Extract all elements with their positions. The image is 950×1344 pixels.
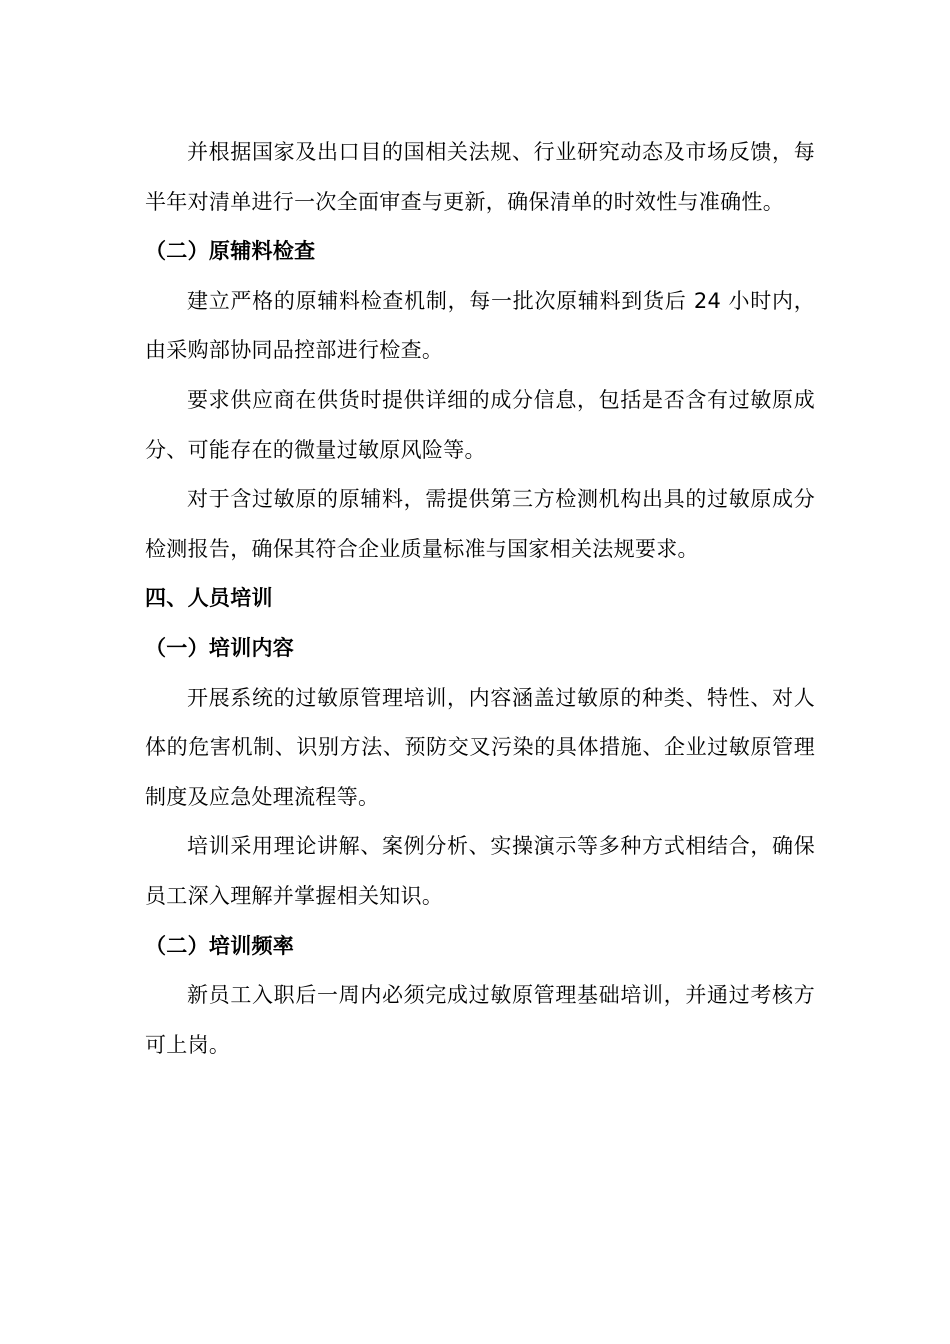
heading-raw-material-inspection: （二）原辅料检查	[145, 239, 316, 264]
heading-training-content: （一）培训内容	[145, 635, 295, 660]
document-body	[145, 128, 815, 1070]
paragraph-training-scope: 开展系统的过敏原管理培训，内容涵盖过敏原的种类、特性、对人体的危害机制、识别方法、预防交叉污染的具体措施、企业过敏原管理制度及应急处理流程等。	[145, 685, 815, 809]
paragraph-third-party-testing: 对于含过敏原的原辅料，需提供第三方检测机构出具的过敏原成分检测报告，确保其符合企业质量标准与国家相关法规要求。	[145, 487, 815, 561]
heading-personnel-training: 四、人员培训	[145, 586, 273, 611]
heading-training-frequency: （二）培训频率	[145, 933, 295, 958]
paragraph-allergen-list-review: 并根据国家及出口目的国相关法规、行业研究动态及市场反馈，每半年对清单进行一次全面审查与更新，确保清单的时效性与准确性。	[145, 140, 815, 214]
paragraph-inspection-mechanism: 建立严格的原辅料检查机制，每一批次原辅料到货后 24 小时内，由采购部协同品控部进行检查。	[145, 288, 815, 363]
paragraph-training-methods: 培训采用理论讲解、案例分析、实操演示等多种方式相结合，确保员工深入理解并掌握相关知识。	[145, 834, 815, 908]
paragraph-supplier-requirements: 要求供应商在供货时提供详细的成分信息，包括是否含有过敏原成分、可能存在的微量过敏原风险等。	[145, 387, 815, 462]
paragraph-new-employee-training: 新员工入职后一周内必须完成过敏原管理基础培训，并通过考核方可上岗。	[145, 983, 815, 1057]
